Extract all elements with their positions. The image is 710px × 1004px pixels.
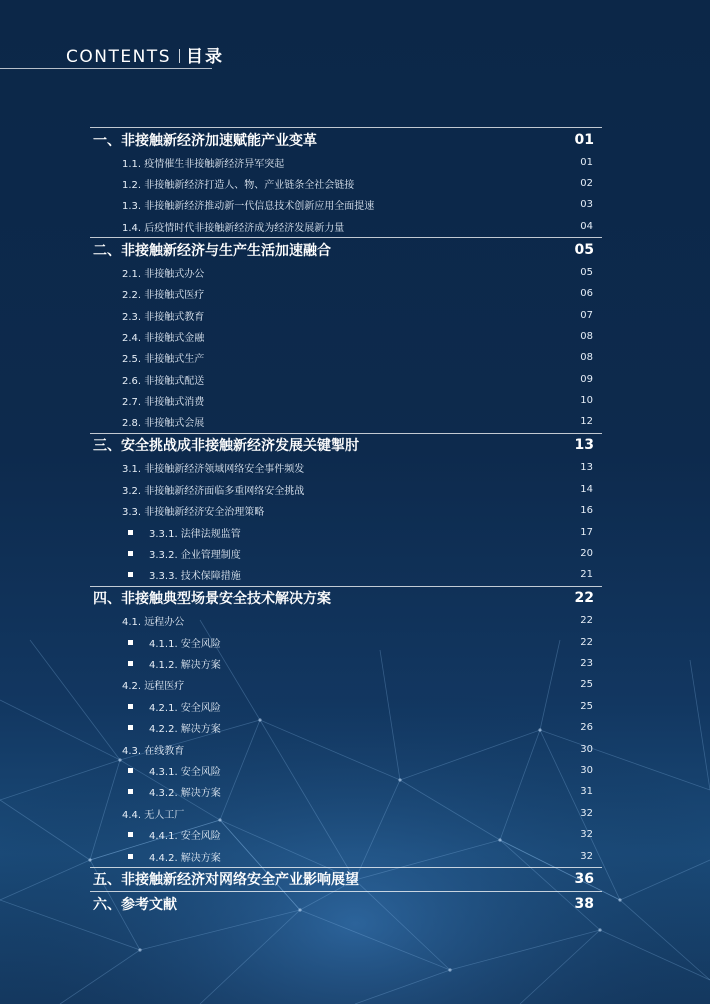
toc-page-number: 14 xyxy=(580,483,593,495)
toc-section[interactable] xyxy=(90,457,602,478)
toc-page-number: 08 xyxy=(580,352,593,364)
toc-page-number: 32 xyxy=(580,850,593,862)
toc-entry-text: 4.2.1. 安全风险 xyxy=(149,702,221,714)
toc-entry-text: 三、安全挑战成非接触新经济发展关键掣肘 xyxy=(93,438,359,455)
toc-entry-text: 4.4. 无人工厂 xyxy=(122,809,185,821)
toc-page-number: 26 xyxy=(580,722,593,734)
toc-page-number: 07 xyxy=(580,309,593,321)
toc-entry-text: 1.2. 非接触新经济打造人、物、产业链条全社会链接 xyxy=(122,180,355,192)
toc-entry-title xyxy=(122,806,184,821)
toc-entry-title xyxy=(122,265,204,280)
toc-entry-title xyxy=(122,503,264,518)
square-bullet-icon xyxy=(128,704,133,709)
toc-subsection[interactable] xyxy=(90,824,602,845)
toc-entry-title xyxy=(122,329,204,344)
toc-page-number: 01 xyxy=(580,156,593,168)
contents-title-cn: 目录 xyxy=(186,47,224,67)
toc-section[interactable] xyxy=(90,411,602,432)
toc-entry-text: 4.3.1. 安全风险 xyxy=(149,766,221,778)
toc-entry-title xyxy=(122,372,204,387)
toc-subsection[interactable] xyxy=(90,717,602,738)
toc-page-number: 05 xyxy=(574,241,594,258)
toc-page-number: 38 xyxy=(574,895,594,912)
toc-subsection[interactable] xyxy=(90,845,602,866)
toc-section[interactable] xyxy=(90,262,602,283)
contents-title-en: CONTENTS xyxy=(66,47,171,67)
toc-entry-text: 4.1.2. 解决方案 xyxy=(149,660,221,671)
toc-entry-text: 4.3. 在线教育 xyxy=(122,745,185,757)
toc-page-number: 30 xyxy=(580,743,593,755)
toc-entry-text: 3.1. 非接触新经济领域网络安全事件频发 xyxy=(122,464,305,476)
toc-entry-text: 4.1.1. 安全风险 xyxy=(149,638,221,650)
toc-subsection[interactable] xyxy=(90,696,602,717)
title-separator xyxy=(179,49,180,63)
toc-entry-text: 六、参考文献 xyxy=(93,896,177,913)
toc-section[interactable] xyxy=(90,326,602,347)
toc-section[interactable] xyxy=(90,500,602,521)
toc-entry-title xyxy=(122,482,304,497)
square-bullet-icon xyxy=(128,789,133,794)
toc-entry-title xyxy=(93,240,331,260)
toc-subsection[interactable] xyxy=(90,543,602,564)
square-bullet-icon xyxy=(128,551,133,556)
toc-entry-text: 2.5. 非接触式生产 xyxy=(122,354,205,366)
toc-entry-title xyxy=(128,656,221,671)
toc-entry-title xyxy=(122,613,184,628)
toc-entry-text: 3.3.1. 法律法规监管 xyxy=(149,528,241,540)
toc-section[interactable] xyxy=(90,152,602,173)
toc-entry-text: 1.3. 非接触新经济推动新一代信息技术创新应用全面提速 xyxy=(122,201,375,213)
toc-entry-title xyxy=(122,460,304,475)
toc-entry-title xyxy=(93,435,359,455)
toc-entry-title xyxy=(128,567,241,582)
toc-page-number: 23 xyxy=(580,658,593,669)
toc-section[interactable] xyxy=(90,304,602,325)
toc-chapter[interactable] xyxy=(90,891,602,916)
toc-entry-title xyxy=(122,197,374,212)
toc-subsection[interactable] xyxy=(90,781,602,802)
toc-page-number: 25 xyxy=(580,679,593,691)
toc-entry-title xyxy=(122,176,354,191)
toc-chapter[interactable] xyxy=(90,127,602,152)
toc-page-number: 32 xyxy=(580,829,593,841)
toc-entry-title xyxy=(93,869,359,889)
toc-entry-text: 2.6. 非接触式配送 xyxy=(122,375,205,387)
toc-chapter[interactable] xyxy=(90,586,602,611)
toc-page-number: 21 xyxy=(580,569,593,581)
toc-chapter[interactable] xyxy=(90,433,602,458)
toc-entry-title xyxy=(128,763,221,778)
toc-page-number: 20 xyxy=(580,547,593,559)
toc-subsection[interactable] xyxy=(90,564,602,585)
toc-entry-text: 4.4.2. 解决方案 xyxy=(149,852,221,864)
toc-page-number: 22 xyxy=(574,590,594,607)
toc-section[interactable] xyxy=(90,194,602,215)
square-bullet-icon xyxy=(128,832,133,837)
toc-page-number: 31 xyxy=(580,786,593,798)
toc-entry-title xyxy=(122,350,204,365)
toc-entry-text: 4.4.1. 安全风险 xyxy=(149,831,221,843)
toc-entry-text: 2.7. 非接触式消费 xyxy=(122,397,205,409)
toc-entry-title xyxy=(122,393,204,408)
toc-section[interactable] xyxy=(90,610,602,631)
toc-page-number: 03 xyxy=(580,199,593,211)
toc-entry-text: 1.4. 后疫情时代非接触新经济成为经济发展新力量 xyxy=(122,222,345,234)
table-of-contents xyxy=(90,127,602,916)
toc-page-number: 02 xyxy=(580,178,593,190)
toc-page-number: 13 xyxy=(580,462,593,474)
toc-page-number: 05 xyxy=(580,266,593,278)
toc-entry-title xyxy=(122,677,184,692)
toc-page-number: 08 xyxy=(580,330,593,342)
toc-page-number: 13 xyxy=(574,437,594,454)
toc-entry-text: 五、非接触新经济对网络安全产业影响展望 xyxy=(93,872,359,889)
toc-entry-title xyxy=(93,894,177,914)
toc-entry-text: 2.2. 非接触式医疗 xyxy=(122,290,205,302)
toc-section[interactable] xyxy=(90,479,602,500)
toc-entry-title xyxy=(122,219,344,234)
toc-entry-text: 3.3.2. 企业管理制度 xyxy=(149,549,241,561)
toc-entry-text: 一、非接触新经济加速赋能产业变革 xyxy=(93,132,317,149)
toc-page-number: 09 xyxy=(580,373,593,385)
square-bullet-icon xyxy=(128,530,133,535)
toc-section[interactable] xyxy=(90,803,602,824)
toc-entry-text: 3.3.3. 技术保障措施 xyxy=(149,571,241,583)
toc-subsection[interactable] xyxy=(90,631,602,652)
toc-entry-title xyxy=(122,308,204,323)
toc-entry-text: 2.1. 非接触式办公 xyxy=(122,268,205,280)
square-bullet-icon xyxy=(128,768,133,773)
toc-page-number: 06 xyxy=(580,288,593,300)
toc-chapter[interactable] xyxy=(90,867,602,892)
toc-section[interactable] xyxy=(90,347,602,368)
toc-section[interactable] xyxy=(90,738,602,759)
toc-entry-title xyxy=(128,546,241,561)
toc-page-number: 10 xyxy=(580,395,593,407)
toc-entry-text: 4.2. 远程医疗 xyxy=(122,681,185,693)
toc-entry-title xyxy=(93,130,317,150)
toc-page-number: 25 xyxy=(580,700,593,712)
toc-entry-title xyxy=(128,525,241,540)
toc-subsection[interactable] xyxy=(90,760,602,781)
toc-page-number: 32 xyxy=(580,807,593,819)
toc-section[interactable] xyxy=(90,283,602,304)
toc-page-number: 30 xyxy=(580,764,593,776)
toc-entry-title xyxy=(128,699,221,714)
toc-entry-text: 2.8. 非接触式会展 xyxy=(122,418,205,430)
toc-subsection[interactable] xyxy=(90,653,602,674)
toc-page-number: 22 xyxy=(580,636,593,648)
square-bullet-icon xyxy=(128,661,133,666)
toc-section[interactable] xyxy=(90,216,602,237)
toc-entry-title xyxy=(122,286,204,301)
toc-section[interactable] xyxy=(90,173,602,194)
square-bullet-icon xyxy=(128,725,133,730)
toc-page-number: 22 xyxy=(580,615,593,627)
square-bullet-icon xyxy=(128,640,133,645)
toc-chapter[interactable] xyxy=(90,237,602,262)
toc-entry-text: 4.2.2. 解决方案 xyxy=(149,724,221,736)
toc-page-number: 12 xyxy=(580,416,593,428)
toc-entry-text: 2.3. 非接触式教育 xyxy=(122,311,205,323)
toc-entry-text: 4.1. 远程办公 xyxy=(122,617,185,629)
toc-entry-title xyxy=(93,588,331,608)
toc-entry-title xyxy=(128,849,221,864)
toc-section[interactable] xyxy=(90,390,602,411)
square-bullet-icon xyxy=(128,854,133,859)
toc-page-number: 16 xyxy=(580,505,593,517)
toc-subsection[interactable] xyxy=(90,521,602,542)
toc-section[interactable] xyxy=(90,369,602,390)
toc-entry-text: 二、非接触新经济与生产生活加速融合 xyxy=(93,242,331,259)
toc-entry-text: 3.3. 非接触新经济安全治理策略 xyxy=(122,507,265,519)
toc-section[interactable] xyxy=(90,674,602,695)
toc-entry-title xyxy=(122,742,184,757)
header-underline xyxy=(0,68,212,69)
toc-entry-title xyxy=(128,784,221,799)
toc-page-number: 17 xyxy=(580,526,593,538)
toc-entry-text: 2.4. 非接触式金融 xyxy=(122,332,205,344)
toc-page-number: 01 xyxy=(574,131,594,148)
toc-entry-title xyxy=(128,827,221,842)
toc-entry-text: 4.3.2. 解决方案 xyxy=(149,788,221,800)
toc-entry-title xyxy=(122,155,284,170)
square-bullet-icon xyxy=(128,572,133,577)
page-header xyxy=(66,42,224,67)
toc-entry-title xyxy=(128,720,221,735)
toc-entry-text: 1.1. 疫情催生非接触新经济异军突起 xyxy=(122,158,285,170)
toc-page-number: 04 xyxy=(580,220,593,232)
toc-entry-text: 3.2. 非接触新经济面临多重网络安全挑战 xyxy=(122,485,305,497)
toc-entry-text: 四、非接触典型场景安全技术解决方案 xyxy=(93,591,331,608)
toc-page-number: 36 xyxy=(574,871,594,888)
toc-entry-title xyxy=(122,414,204,429)
toc-entry-title xyxy=(128,635,221,650)
